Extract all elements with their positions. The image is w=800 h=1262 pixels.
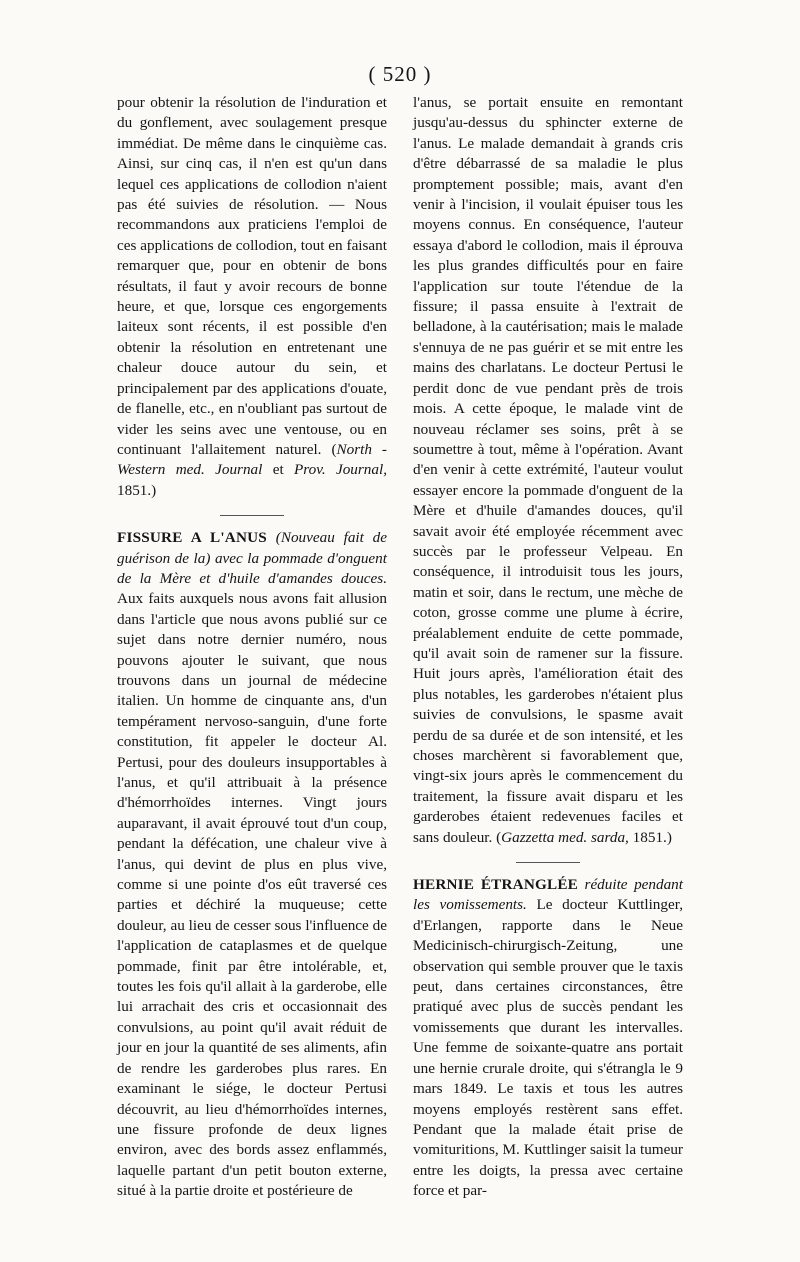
citation-joiner: et bbox=[262, 461, 294, 479]
section-divider bbox=[220, 515, 284, 516]
left-column bbox=[117, 93, 387, 1202]
source-citation: North - Western med. Journal bbox=[117, 440, 387, 479]
hernia-article bbox=[413, 875, 683, 1202]
section-divider bbox=[516, 862, 580, 863]
article-heading: FISSURE A L'ANUS bbox=[117, 529, 267, 547]
collodion-text: pour obtenir la résolution de l'induration et du gonflement, avec soulagement presque immédiat. De même dans le cinquième cas. Ainsi, sur cinq cas, il n'en est qu'un dans lequel ces applications de collodion n'aient pas été suivies de résolution. — Nous recommandons aux praticiens l'emploi de ces applications de collodion, tout en faisant remarquer que, pour en obtenir de bons résultats, il faut y avoir recours de bonne heure, et que, lorsque ces engorgements laiteux sont récents, il est possible d'en obtenir la résolution en entretenant une chaleur douce autour du sein, et principalement par des applications d'ouate, de flanelle, etc., en n'oubliant pas surtout de vider les seins avec une ventouse, ou en continuant l'allaitement naturel. ( bbox=[117, 94, 387, 458]
continuation-text: l'anus, se portait ensuite en remontant jusqu'au-dessus du sphincter externe de l'anus. Le malade demandait à grands cris d'être débarrassé de sa maladie le plus promptement possible; mais, avant d'en venir à l'incision, il voulait épuiser tous les moyens connus. En conséquence, l'auteur essaya d'abord le collodion, mais il éprouva les plus grandes difficultés pour en faire l'application sur toute l'étendue de la fissure; il passa ensuite à l'extrait de belladone, à la cautérisation; mais le malade s'ennuya de ne pas guérir et se mit entre les mains des charlatans. Le docteur Pertusi le perdit donc de vue pendant près de trois mois. A cette époque, le malade vint de nouveau réclamer ses soins, prêt à se soumettre à tout, même à l'opération. Avant d'en venir à cette extrémité, l'auteur voulut essayer encore la pommade d'onguent de la Mère et d'huile d'amandes douces, qu'il savait avoir été employée récemment avec succès par le professeur Velpeau. En conséquence, il introduisit tous les jours, matin et soir, dans le rectum, une mèche de coton, grosse comme une plume à écrire, préalablement enduite de cette pommade, qu'il avait soin de ramener sur la fissure. Huit jours après, l'amélioration était des plus notables, les garderobes n'étaient plus suivies de convulsions, le spasme avait perdu de sa durée et de son intensité, et les choses marchèrent si favorablement que, vingt-six jours après le commencement du traitement, la fissure avait disparu et les garderobes étaient redevenues faciles et sans douleur. ( bbox=[413, 94, 683, 846]
article-subtitle: réduite pendant les vomissements. bbox=[413, 876, 683, 914]
page-number: ( 520 ) bbox=[368, 62, 432, 86]
article-heading: HERNIE ÉTRANGLÉE bbox=[413, 876, 579, 894]
collodion-paragraph bbox=[117, 93, 387, 501]
fissure-continuation bbox=[413, 93, 683, 848]
article-body: Aux faits auxquels nous avons fait allusion dans l'article que nous avons publié sur ce sujet dans notre dernier numéro, nous pouvons ajouter le suivant, que nous trouvons dans un journal de médecine italien. Un homme de cinquante ans, d'un tempérament nervoso-sanguin, d'une forte constitution, fit appeler le docteur Al. Pertusi, pour des douleurs insupportables à l'anus, et qu'il attribuait à la présence d'hémorrhoïdes internes. Vingt jours auparavant, il avait éprouvé tout d'un coup, pendant la défécation, une chaleur vive à l'anus, qui devint de plus en plus vive, comme si une pointe d'os eût traversé ces parties et déchiré la muqueuse; cette douleur, au lieu de cesser sous l'influence de l'application de cataplasmes et de quelque pommade, finit par être intolérable, et, toutes les fois qu'il allait à la garderobe, elle lui arrachait des cris et occasionnait des convulsions, au point qu'il avait réduit de jour en jour la quantité de ses aliments, afin de rendre les garderobes plus rares. En examinant le siége, le docteur Pertusi découvrit, au lieu d'hémorrhoïdes internes, une fissure profonde de deux lignes environ, avec des bords assez enflammés, laquelle partant d'un petit bouton externe, situé à la partie droite et postérieure de bbox=[117, 590, 387, 1200]
article-body: Le docteur Kuttlinger, d'Erlangen, rapporte dans le Neue Medicinisch-chirurgisch-Zeitung, une observation qui semble prouver que le taxis peut, dans certaines circonstances, être pratiqué avec plus de succès pendant les vomissements que durant les intervalles. Une femme de soixante-quatre ans portait une hernie crurale droite, qui s'étrangla le 9 mars 1849. Le taxis et tous les autres moyens employés restèrent sans effet. Pendant que la malade était prise de vomituritions, M. Kuttlinger saisit la tumeur entre les doigts, la pressa avec certaine force et par- bbox=[413, 896, 683, 1200]
fissure-article bbox=[117, 528, 387, 1201]
source-citation: Gazzetta med. sarda, bbox=[501, 828, 629, 846]
article-subtitle: (Nouveau fait de guérison de la) avec la pommade d'onguent de la Mère et d'huile d'amandes douces. bbox=[117, 529, 388, 587]
source-citation-2: Prov. Journal bbox=[294, 461, 384, 479]
right-column bbox=[413, 93, 683, 1202]
citation-year: , 1851.) bbox=[117, 461, 387, 499]
citation-year: 1851.) bbox=[628, 828, 672, 846]
